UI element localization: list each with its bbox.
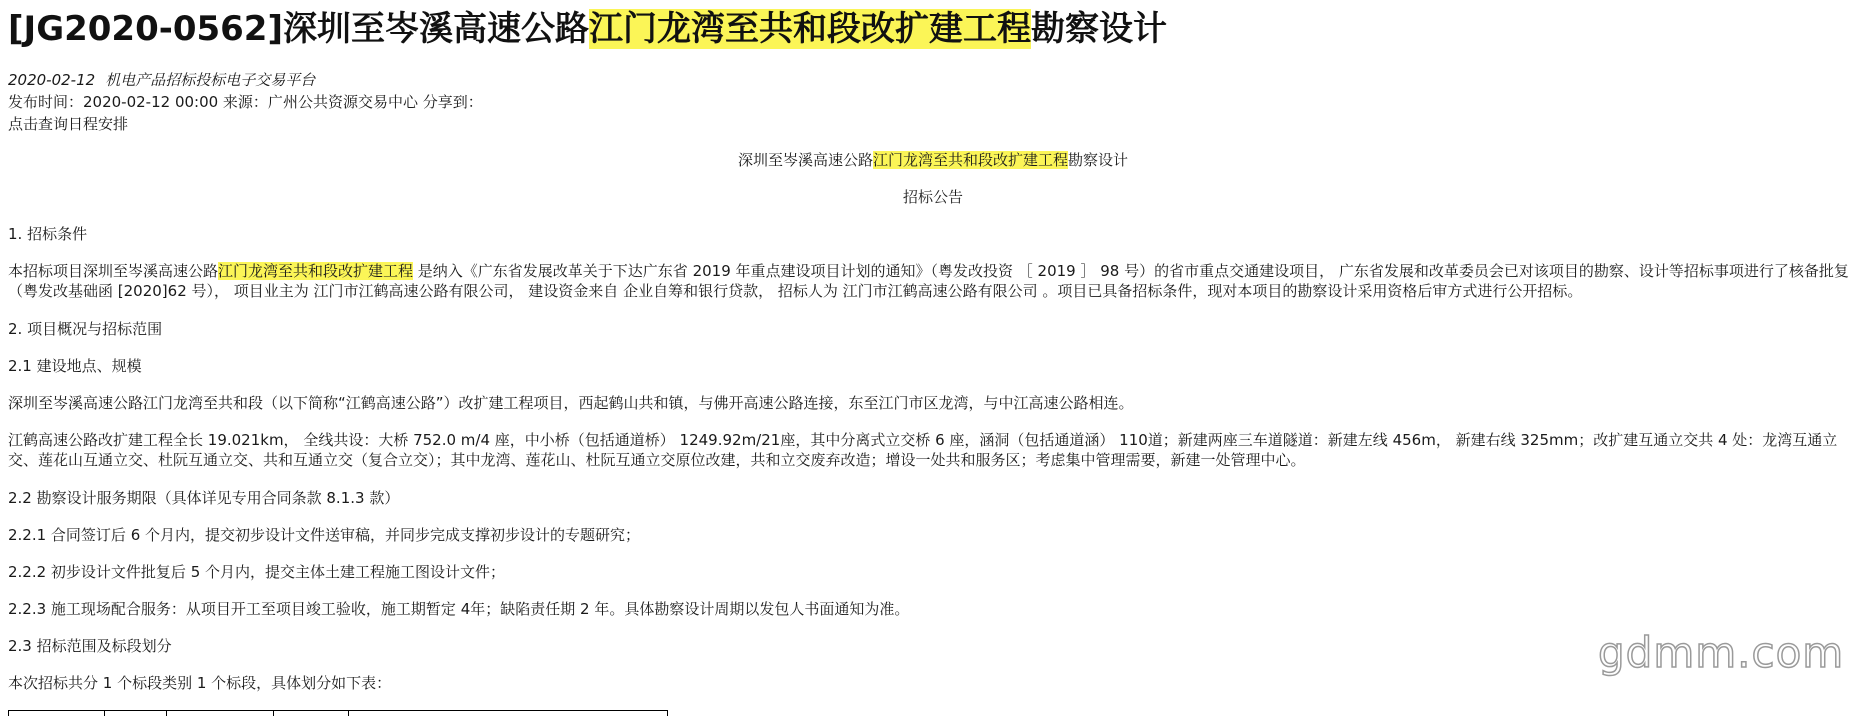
table-column-divider xyxy=(348,711,349,716)
section-2-1-paragraph-2: 江鹤高速公路改扩建工程全长 19.021km， 全线共设：大桥 752.0 m/4 座，中小桥（包括通道桥） 1249.92m/21座，其中分离式立交桥 6 座，涵洞（包括通道涵） 110道；新建两座三车道隧道：新建左线 456m， 新建右线 325mm；改扩建互通立交共 4 处：龙湾互通立交、莲花山互通立交、杜阮互通立交、共和互通立交（复合立交）；其中龙湾、莲花山、杜阮互通立交原位改建，共和立交废弃改造；增设一处共和服务区；考虑集中管理需要，新建一处管理中心。 xyxy=(8,431,1838,469)
publish-line: 发布时间：2020-02-12 00:00 来源：广州公共资源交易中心 分享到： xyxy=(8,93,483,111)
section-2-2-title: 2.2 勘察设计服务期限（具体详见专用合同条款 8.1.3 款） xyxy=(8,489,400,507)
page-title xyxy=(8,6,1167,52)
section-1-title: 1. 招标条件 xyxy=(8,225,88,243)
section-2-2-2: 2.2.2 初步设计文件批复后 5 个月内，提交主体土建工程施工图设计文件； xyxy=(8,563,506,581)
meta-platform: 机电产品招标投标电子交易平台 xyxy=(105,71,316,89)
table-column-divider xyxy=(8,711,9,716)
schedule-link[interactable]: 点击查询日程安排 xyxy=(8,115,129,133)
notice-heading-highlight: 江门龙湾至共和段改扩建工程 xyxy=(872,151,1068,169)
notice-heading-prefix: 深圳至岑溪高速公路 xyxy=(737,151,873,169)
meta-date-platform xyxy=(8,70,315,90)
table-column-divider xyxy=(166,711,167,716)
table-column-divider xyxy=(104,711,105,716)
section-2-1-title: 2.1 建设地点、规模 xyxy=(8,357,142,375)
notice-subtitle: 招标公告 xyxy=(902,188,963,206)
section-2-2-3: 2.2.3 施工现场配合服务：从项目开工至项目竣工验收，施工期暂定 4年；缺陷责任期 2 年。具体勘察设计周期以发包人书面通知为准。 xyxy=(8,600,910,618)
title-prefix: [JG2020-0562]深圳至岑溪高速公路 xyxy=(8,9,590,49)
section-2-2-1: 2.2.1 合同签订后 6 个月内，提交初步设计文件送审稿，并同步完成支撑初步设计的专题研究； xyxy=(8,526,641,544)
title-highlight: 江门龙湾至共和段改扩建工程 xyxy=(589,9,1032,49)
section-2-1-paragraph-1: 深圳至岑溪高速公路江门龙湾至共和段（以下简称“江鹤高速公路”）改扩建工程项目，西起鹤山共和镇，与佛开高速公路连接，东至江门市区龙湾，与中江高速公路相连。 xyxy=(8,394,1134,412)
title-suffix: 勘察设计 xyxy=(1031,9,1168,49)
meta-date: 2020-02-12 xyxy=(8,71,96,89)
section-2-title: 2. 项目概况与招标范围 xyxy=(8,320,163,338)
notice-heading xyxy=(0,150,1866,170)
site-watermark: gdmm.com xyxy=(1598,628,1845,677)
section-1-text-prefix: 本招标项目深圳至岑溪高速公路 xyxy=(8,262,219,280)
section-1-text-highlight: 江门龙湾至共和段改扩建工程 xyxy=(218,262,414,280)
section-1-text xyxy=(8,261,1860,301)
section-1-text-suffix: 是纳入《广东省发展改革关于下达广东省 2019 年重点建设项目计划的通知》（粤发改投资 ［ 2019 ］ 98 号）的省市重点交通建设项目， 广东省发展和改革委员会已对该项目的勘察、设计等招标事项进行了核备批复（粤发改基础函 [2020]62 号）， 项目业主为 江门市江鹤高速公路有限公司， 建设资金来自 企业自筹和银行贷款， 招标人为 江门市江鹤高速公路有限公司 。项目已具备招标条件，现对本项目的勘察设计采用资格后审方式进行公开招标。 xyxy=(8,262,1849,300)
table-column-divider xyxy=(273,711,274,716)
table-column-divider xyxy=(667,711,668,716)
notice-heading-suffix: 勘察设计 xyxy=(1068,151,1129,169)
section-2-3-text: 本次招标共分 1 个标段类别 1 个标段，具体划分如下表： xyxy=(8,674,392,692)
section-2-3-title: 2.3 招标范围及标段划分 xyxy=(8,637,172,655)
bid-section-table xyxy=(8,710,668,716)
